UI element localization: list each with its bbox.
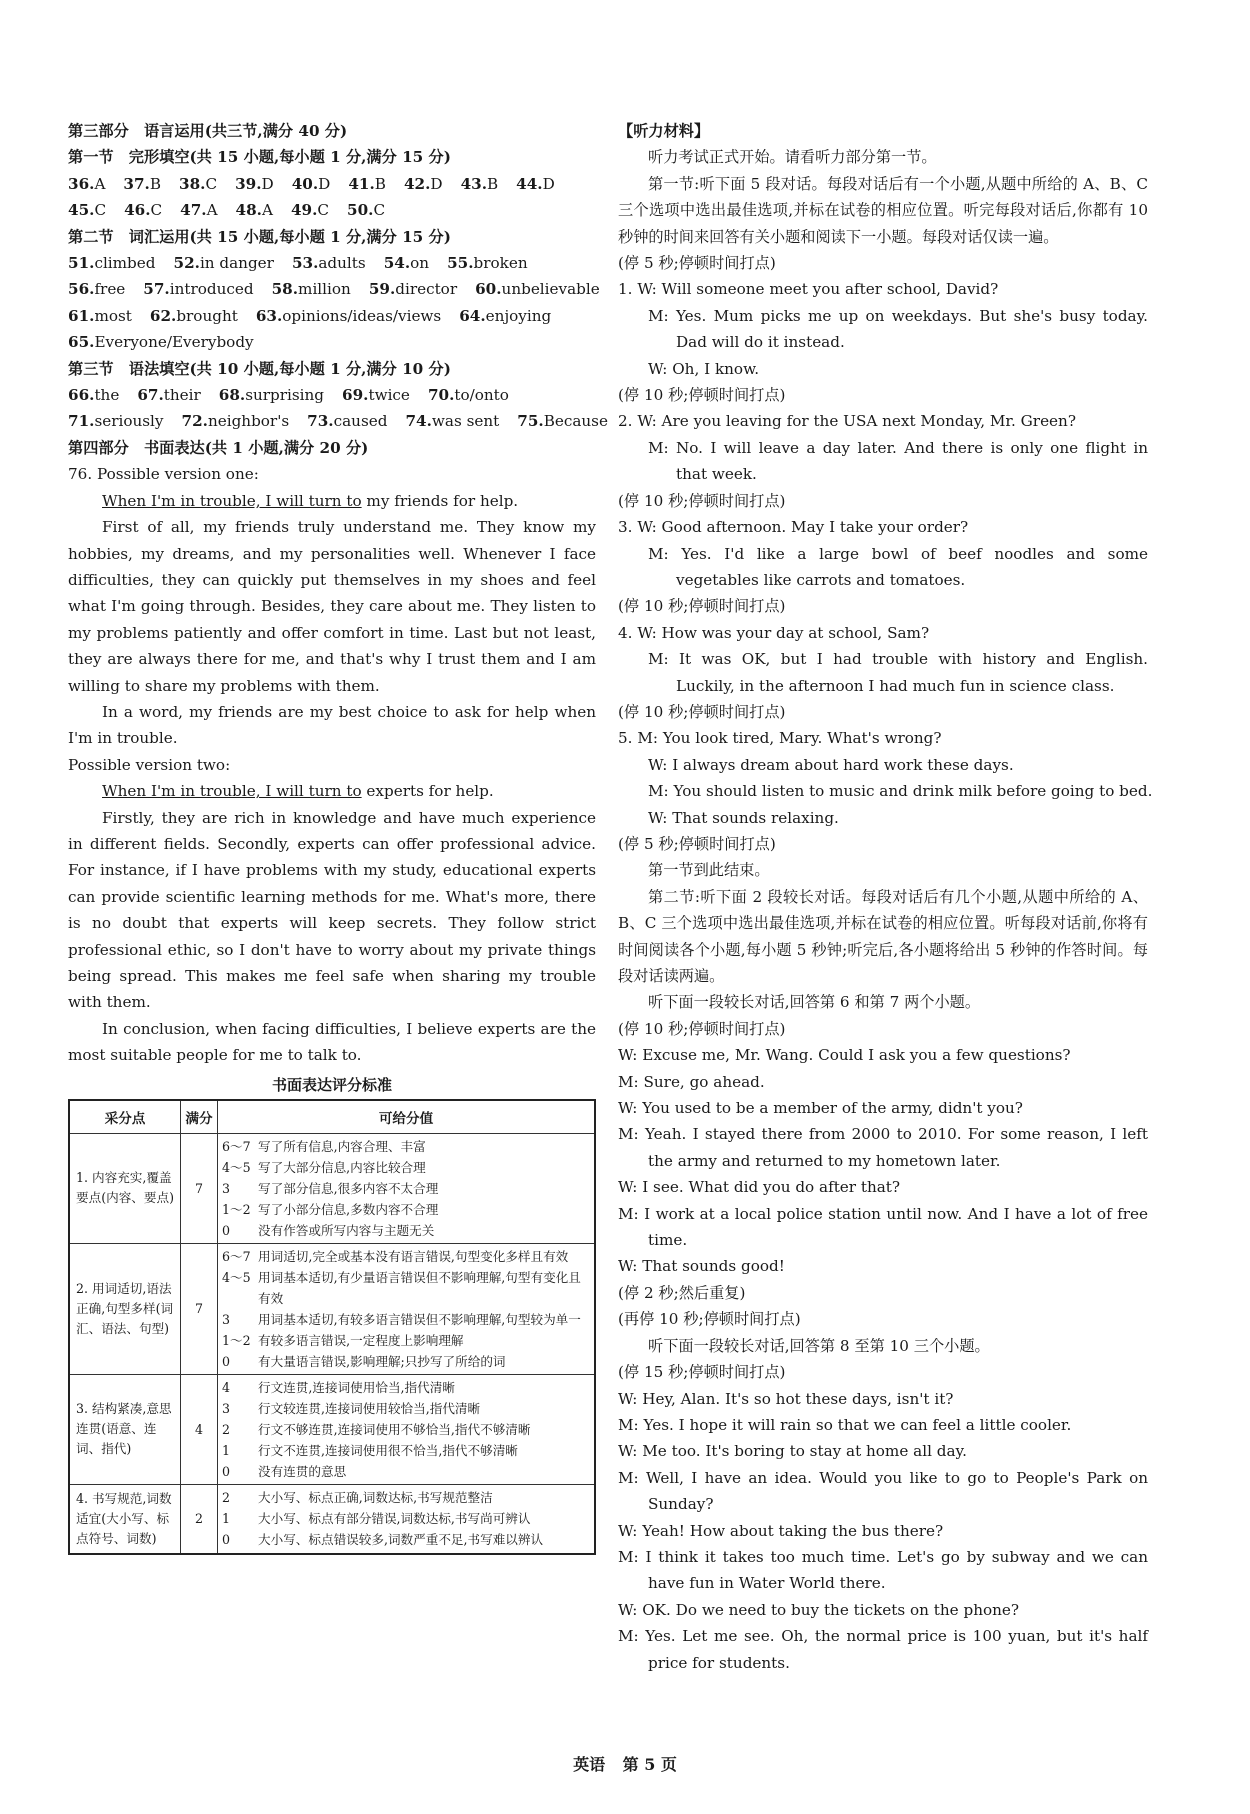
answer-text: opinions/ideas/views (282, 306, 442, 325)
grade-score: 6～7 (222, 1138, 251, 1154)
grade-description: 写了所有信息,内容合理、丰富 (258, 1138, 426, 1154)
answer-text: B (374, 174, 386, 193)
answer-number: 36. (68, 174, 95, 193)
listening-line: M: You should listen to music and drink milk before going to bed. (648, 782, 1153, 801)
listening-line: W: Oh, I know. (648, 359, 760, 378)
grade-score: 3 (222, 1311, 231, 1327)
answer-row (68, 303, 596, 329)
listening-line: 第一节到此结束。 (648, 861, 770, 880)
max-score: 7 (181, 1133, 218, 1243)
grade-description: 行文较连贯,连接词使用较恰当,指代清晰 (258, 1400, 481, 1416)
grade-score: 0 (222, 1532, 231, 1548)
max-score: 2 (181, 1484, 218, 1554)
listening-line: W: OK. Do we need to buy the tickets on the phone? (618, 1600, 1020, 1619)
answer-item (68, 408, 164, 434)
grade-score: 1 (222, 1511, 231, 1527)
answer-item (137, 382, 200, 408)
grade-item (222, 1440, 590, 1461)
grade-item (222, 1136, 590, 1157)
grade-item (222, 1377, 590, 1398)
scoring-point: 4. 书写规范,词数适宜(大小写、标点符号、词数) (69, 1484, 181, 1554)
table-header-row (69, 1100, 595, 1134)
answer-text: broken (473, 254, 528, 273)
grade-description: 写了大部分信息,内容比较合理 (258, 1159, 426, 1175)
version-two-topic (68, 778, 596, 804)
answer-item (68, 382, 119, 408)
answer-text: the (94, 386, 120, 405)
grade-list (218, 1133, 596, 1243)
grade-item (222, 1419, 590, 1440)
header-grades: 可给分值 (218, 1100, 596, 1134)
grade-description: 行文不够连贯,连接词使用不够恰当,指代不够清晰 (258, 1421, 531, 1437)
listening-column (618, 118, 1153, 1676)
answer-number: 71. (68, 412, 95, 431)
answer-item (405, 408, 499, 434)
answer-item (517, 408, 608, 434)
vocabulary-answers (68, 250, 600, 356)
listening-line: M: Yes. Let me see. Oh, the normal price is 100 yuan, but it's half price for students. (618, 1627, 1148, 1672)
listening-line: W: You used to be a member of the army, didn't you? (618, 1099, 1023, 1118)
grade-description: 大小写、标点正确,词数达标,书写规范整洁 (258, 1490, 493, 1506)
answer-text: to/onto (454, 386, 509, 405)
grade-item (222, 1351, 590, 1372)
grade-description: 有大量语言错误,影响理解;只抄写了所给的词 (258, 1353, 506, 1369)
answer-text: C (373, 201, 386, 220)
answer-number: 72. (181, 412, 208, 431)
answer-text: in danger (199, 254, 274, 273)
table-row (69, 1374, 595, 1484)
page-number: 第 5 页 (622, 1755, 677, 1774)
answer-text: seriously (94, 412, 164, 431)
answer-number: 63. (255, 306, 283, 325)
answer-number: 64. (459, 306, 486, 325)
answer-item (68, 250, 156, 276)
grade-description: 用词基本适切,有少量语言错误但不影响理解,句型有变化且有效 (258, 1269, 581, 1306)
grade-score: 2 (222, 1421, 231, 1437)
grade-score: 0 (222, 1353, 231, 1369)
answer-text: adults (318, 254, 366, 273)
answer-text: A (206, 201, 218, 220)
max-score: 4 (181, 1374, 218, 1484)
answer-item (68, 329, 254, 355)
answer-text: on (410, 254, 430, 273)
grade-item (222, 1487, 590, 1508)
answer-text: neighbor's (207, 412, 290, 431)
answer-item (307, 408, 387, 434)
answer-number: 56. (68, 280, 95, 299)
topic-underlined: When I'm in trouble, I will turn to (102, 491, 362, 510)
grade-item (222, 1461, 590, 1482)
listening-line: M: Sure, go ahead. (618, 1072, 765, 1091)
answer-item (68, 276, 125, 302)
section2-title: 第二节 词汇运用(共 15 小题,每小题 1 分,满分 15 分) (68, 227, 451, 246)
answer-number: 70. (427, 386, 455, 405)
answer-item (369, 276, 457, 302)
scoring-table-title: 书面表达评分标准 (271, 1075, 392, 1094)
grade-score: 4～5 (222, 1269, 251, 1285)
page-footer (0, 1752, 1250, 1775)
listening-line: M: Yes. I'd like a large bowl of beef noodles and some vegetables like carrots and tomatoes. (648, 544, 1148, 589)
answer-number: 73. (307, 412, 334, 431)
header-max: 满分 (181, 1100, 218, 1134)
listening-line: (停 10 秒;停顿时间打点) (618, 702, 786, 721)
answer-item (291, 197, 329, 223)
answer-row (68, 408, 608, 434)
answer-text: D (542, 174, 555, 193)
answer-text: director (395, 280, 458, 299)
answer-number: 42. (403, 174, 431, 193)
answer-item (68, 171, 105, 197)
answer-item (182, 408, 290, 434)
answer-number: 57. (143, 280, 170, 299)
grade-description: 有较多语言错误,一定程度上影响理解 (258, 1332, 464, 1348)
grade-item (222, 1398, 590, 1419)
answer-text: was sent (431, 412, 500, 431)
answer-text: B (487, 174, 499, 193)
topic-underlined: When I'm in trouble, I will turn to (102, 782, 362, 801)
part4-title: 第四部分 书面表达(共 1 小题,满分 20 分) (68, 438, 369, 457)
grade-description: 用词适切,完全或基本没有语言错误,句型变化多样且有效 (258, 1248, 569, 1264)
answer-text: A (94, 174, 106, 193)
answer-item (347, 197, 385, 223)
listening-line: M: I work at a local police station until now. And I have a lot of free time. (618, 1204, 1148, 1250)
answer-number: 61. (68, 306, 95, 325)
answer-text: D (261, 174, 274, 193)
listening-line: M: Yes. I hope it will rain so that we can feel a little cooler. (618, 1415, 1072, 1434)
answer-text: D (430, 174, 443, 193)
answer-item (272, 276, 351, 302)
grade-description: 行文不连贯,连接词使用很不恰当,指代不够清晰 (258, 1442, 518, 1458)
answer-item (236, 197, 273, 223)
answer-item (150, 303, 238, 329)
grade-score: 0 (222, 1222, 231, 1238)
listening-line: 2. W: Are you leaving for the USA next Monday, Mr. Green? (618, 412, 1076, 431)
grade-item (222, 1267, 590, 1309)
grade-description: 用词基本适切,有较多语言错误但不影响理解,句型较为单一 (258, 1311, 581, 1327)
answer-number: 40. (291, 174, 319, 193)
answer-number: 44. (516, 174, 543, 193)
answer-number: 38. (179, 174, 206, 193)
grade-item (222, 1330, 590, 1351)
answer-number: 54. (383, 254, 411, 273)
answer-row (68, 171, 596, 197)
answer-item (143, 276, 253, 302)
answer-number: 41. (348, 174, 375, 193)
listening-line: W: I see. What did you do after that? (618, 1178, 901, 1197)
grade-score: 1～2 (222, 1201, 251, 1217)
cloze-answers (68, 171, 596, 224)
answer-item (124, 197, 162, 223)
grade-item (222, 1246, 590, 1267)
answer-text: surprising (245, 386, 325, 405)
answer-number: 62. (149, 306, 177, 325)
grade-list (218, 1374, 596, 1484)
answer-item (342, 382, 410, 408)
answer-text: C (94, 201, 107, 220)
grade-item (222, 1199, 590, 1220)
listening-line: (停 2 秒;然后重复) (618, 1283, 746, 1302)
answer-number: 58. (271, 280, 299, 299)
answer-number: 59. (368, 280, 396, 299)
grade-description: 没有作答或所写内容与主题无关 (258, 1222, 435, 1238)
listening-line: W: Yeah! How about taking the bus there? (618, 1521, 944, 1540)
answer-text: enjoying (485, 306, 552, 325)
listening-line: 听下面一段较长对话,回答第 8 至第 10 三个小题。 (648, 1336, 990, 1355)
listening-line: (停 5 秒;停顿时间打点) (618, 254, 776, 273)
grade-score: 3 (222, 1180, 231, 1196)
answer-number: 47. (180, 201, 207, 220)
listening-line: (停 10 秒;停顿时间打点) (618, 597, 786, 616)
answer-number: 51. (68, 254, 95, 273)
table-row (69, 1484, 595, 1554)
part3-title: 第三部分 语言运用(共三节,满分 40 分) (68, 122, 348, 140)
grade-item (222, 1157, 590, 1178)
version-two-label: Possible version two: (68, 755, 231, 774)
listening-line: (再停 10 秒;停顿时间打点) (618, 1310, 801, 1329)
grade-score: 1～2 (222, 1332, 251, 1348)
answer-text: climbed (94, 254, 156, 273)
answer-number: 60. (475, 280, 502, 299)
answer-number: 69. (342, 386, 369, 405)
answer-text: B (149, 174, 162, 193)
answer-text: free (94, 280, 126, 299)
listening-line: 第一节:听下面 5 段对话。每段对话后有一个小题,从题中所给的 A、B、C 三个选项中选出最佳选项,并标在试卷的相应位置。听完每段对话后,你都有 10 秒钟的时间来回答有关小题和阅读下一小题。每段对话仅读一遍。 (618, 174, 1148, 246)
answer-item (235, 171, 274, 197)
version-two-conclusion: In conclusion, when facing difficulties, I believe experts are the most suitable people for me to talk to. (68, 1019, 596, 1065)
grade-score: 0 (222, 1463, 231, 1479)
listening-line: W: Hey, Alan. It's so hot these days, isn't it? (618, 1389, 954, 1408)
listening-line: (停 5 秒;停顿时间打点) (618, 834, 776, 853)
answer-number: 68. (218, 386, 246, 405)
version-one-body: First of all, my friends truly understand me. They know my hobbies, my dreams, and my personalities well. Whenever I face difficulties, they can quickly put themselves in my shoes and feel what I'm going through. Besides, they care about me. They listen to my problems patiently and offer comfort in time. Last but not least, they are always there for me, and that's why I trust them and I am willing to share my problems with them. (68, 518, 596, 695)
answer-text: twice (368, 386, 410, 405)
listening-title: 【听力材料】 (618, 122, 710, 140)
grade-score: 2 (222, 1490, 231, 1506)
grade-list (218, 1484, 596, 1554)
grade-score: 3 (222, 1400, 231, 1416)
listening-line: W: That sounds relaxing. (648, 808, 839, 827)
answer-item (404, 171, 443, 197)
answer-item (292, 250, 366, 276)
grade-list (218, 1243, 596, 1374)
answer-number: 45. (68, 201, 95, 220)
answer-text: C (317, 201, 329, 220)
scoring-point: 1. 内容充实,覆盖要点(内容、要点) (69, 1133, 181, 1243)
grade-item (222, 1178, 590, 1199)
answer-item (123, 171, 161, 197)
version-one-conclusion: In a word, my friends are my best choice to ask for help when I'm in trouble. (68, 702, 596, 748)
header-point: 采分点 (69, 1100, 181, 1134)
answer-text: their (163, 386, 201, 405)
answer-text: Because (543, 412, 608, 431)
answer-item (219, 382, 324, 408)
scoring-table (68, 1099, 596, 1555)
answer-number: 66. (68, 386, 95, 405)
answer-item (68, 303, 132, 329)
answer-text: D (318, 174, 331, 193)
version-two-body: Firstly, they are rich in knowledge and have much experience in different fields. Secondly, experts can offer professional advice. For instance, if I have problems with my study, educational experts can provide scientific learning methods for me. What's more, there is no doubt that experts will keep secrets. They follow strict professional ethic, so I don't have to worry about my private things being spread. This makes me feel safe when sharing my trouble with them. (68, 808, 596, 1012)
listening-line: 4. W: How was your day at school, Sam? (618, 623, 930, 642)
answer-number: 48. (235, 201, 262, 220)
answer-row (68, 250, 596, 276)
answer-item (292, 171, 331, 197)
grade-description: 行文连贯,连接词使用恰当,指代清晰 (258, 1379, 455, 1395)
answer-item (461, 171, 499, 197)
version-one-topic (68, 488, 596, 514)
listening-line: 听力考试正式开始。请看听力部分第一节。 (648, 148, 937, 167)
listening-line: 听下面一段较长对话,回答第 6 和第 7 两个小题。 (648, 993, 981, 1012)
listening-line: M: Well, I have an idea. Would you like to go to People's Park on Sunday? (618, 1468, 1148, 1514)
answer-text: C (150, 201, 163, 220)
grade-description: 写了小部分信息,多数内容不合理 (258, 1201, 439, 1217)
answer-item (384, 250, 429, 276)
listening-line: 第二节:听下面 2 段较长对话。每段对话后有几个小题,从题中所给的 A、B、C 三个选项中选出最佳选项,并标在试卷的相应位置。听每段对话前,你将有时间阅读各个小题,每小题 5 秒钟;听完后,各小题将给出 5 秒钟的作答时间。每段对话读两遍。 (618, 887, 1148, 985)
listening-line: W: That sounds good! (618, 1257, 785, 1276)
grammar-answers (68, 382, 608, 435)
answer-number: 43. (460, 174, 487, 193)
answer-number: 50. (347, 201, 374, 220)
grade-description: 没有连贯的意思 (258, 1463, 347, 1479)
answer-item (428, 382, 509, 408)
grade-score: 1 (222, 1442, 231, 1458)
listening-line: 3. W: Good afternoon. May I take your order? (618, 518, 969, 537)
answer-text: Everyone/Everybody (94, 333, 254, 352)
table-row (69, 1133, 595, 1243)
listening-line: W: Excuse me, Mr. Wang. Could I ask you a few questions? (618, 1046, 1071, 1065)
answer-row (68, 197, 596, 223)
answer-item (256, 303, 441, 329)
answer-row (68, 276, 600, 302)
answer-text: brought (176, 306, 238, 325)
answer-text: caused (333, 412, 388, 431)
grade-item (222, 1508, 590, 1529)
listening-line: W: Me too. It's boring to stay at home all day. (618, 1442, 967, 1461)
section1-title: 第一节 完形填空(共 15 小题,每小题 1 分,满分 15 分) (68, 148, 451, 167)
grade-description: 大小写、标点错误较多,词数严重不足,书写难以辨认 (258, 1532, 544, 1548)
answer-item (179, 171, 217, 197)
table-row (69, 1243, 595, 1374)
answer-text: unbelievable (501, 280, 600, 299)
answer-text: million (298, 280, 351, 299)
answer-item (180, 197, 217, 223)
answer-item (68, 197, 106, 223)
listening-line: W: I always dream about hard work these days. (648, 755, 1014, 774)
version-one-label: 76. Possible version one: (68, 465, 259, 484)
answer-number: 39. (235, 174, 262, 193)
answer-number: 55. (447, 254, 474, 273)
grade-score: 4～5 (222, 1159, 251, 1175)
answer-number: 74. (405, 412, 432, 431)
topic-rest: experts for help. (361, 782, 494, 801)
grade-item (222, 1220, 590, 1241)
listening-line: M: Yes. Mum picks me up on weekdays. But she's busy today. Dad will do it instead. (648, 306, 1148, 352)
answer-number: 49. (290, 201, 318, 220)
answer-text: introduced (169, 280, 254, 299)
answer-number: 52. (173, 254, 200, 273)
answer-number: 46. (124, 201, 151, 220)
topic-rest: my friends for help. (361, 491, 519, 510)
answer-number: 67. (137, 386, 164, 405)
answer-text: A (261, 201, 273, 220)
listening-line: M: Yeah. I stayed there from 2000 to 2010. For some reason, I left the army and returned to my hometown later. (618, 1125, 1148, 1170)
listening-line: 1. W: Will someone meet you after school, David? (618, 280, 999, 299)
listening-line: 5. M: You look tired, Mary. What's wrong? (618, 729, 942, 748)
answer-row (68, 382, 596, 408)
answer-item (348, 171, 386, 197)
listening-line: (停 10 秒;停顿时间打点) (618, 1019, 786, 1038)
answer-number: 65. (68, 333, 95, 352)
grade-description: 写了部分信息,很多内容不太合理 (258, 1180, 439, 1196)
listening-line: M: I think it takes too much time. Let's go by subway and we can have fun in Water World there. (618, 1547, 1148, 1593)
answer-text: most (94, 306, 132, 325)
answer-item (475, 276, 600, 302)
answer-number: 75. (517, 412, 544, 431)
answer-text: C (205, 174, 218, 193)
subject-label: 英语 (573, 1755, 606, 1774)
answer-column (68, 118, 608, 1555)
listening-line: M: It was OK, but I had trouble with history and English. Luckily, in the afternoon I had much fun in science class. (648, 650, 1148, 695)
answer-number: 37. (123, 174, 150, 193)
listening-line: (停 10 秒;停顿时间打点) (618, 386, 786, 405)
grade-score: 4 (222, 1379, 231, 1395)
scoring-point: 2. 用词适切,语法正确,句型多样(词汇、语法、句型) (69, 1243, 181, 1374)
grade-description: 大小写、标点有部分错误,词数达标,书写尚可辨认 (258, 1511, 531, 1527)
grade-score: 6～7 (222, 1248, 251, 1264)
answer-item (174, 250, 274, 276)
listening-line: (停 15 秒;停顿时间打点) (618, 1363, 786, 1382)
grade-item (222, 1529, 590, 1550)
listening-line: (停 10 秒;停顿时间打点) (618, 491, 786, 510)
grade-item (222, 1309, 590, 1330)
answer-item (459, 303, 551, 329)
max-score: 7 (181, 1243, 218, 1374)
answer-item (516, 171, 555, 197)
scoring-point: 3. 结构紧凑,意思连贯(语意、连词、指代) (69, 1374, 181, 1484)
answer-item (447, 250, 528, 276)
listening-line: M: No. I will leave a day later. And there is only one flight in that week. (648, 438, 1148, 484)
answer-number: 53. (291, 254, 319, 273)
section3-title: 第三节 语法填空(共 10 小题,每小题 1 分,满分 10 分) (68, 359, 451, 378)
answer-row (68, 329, 596, 355)
